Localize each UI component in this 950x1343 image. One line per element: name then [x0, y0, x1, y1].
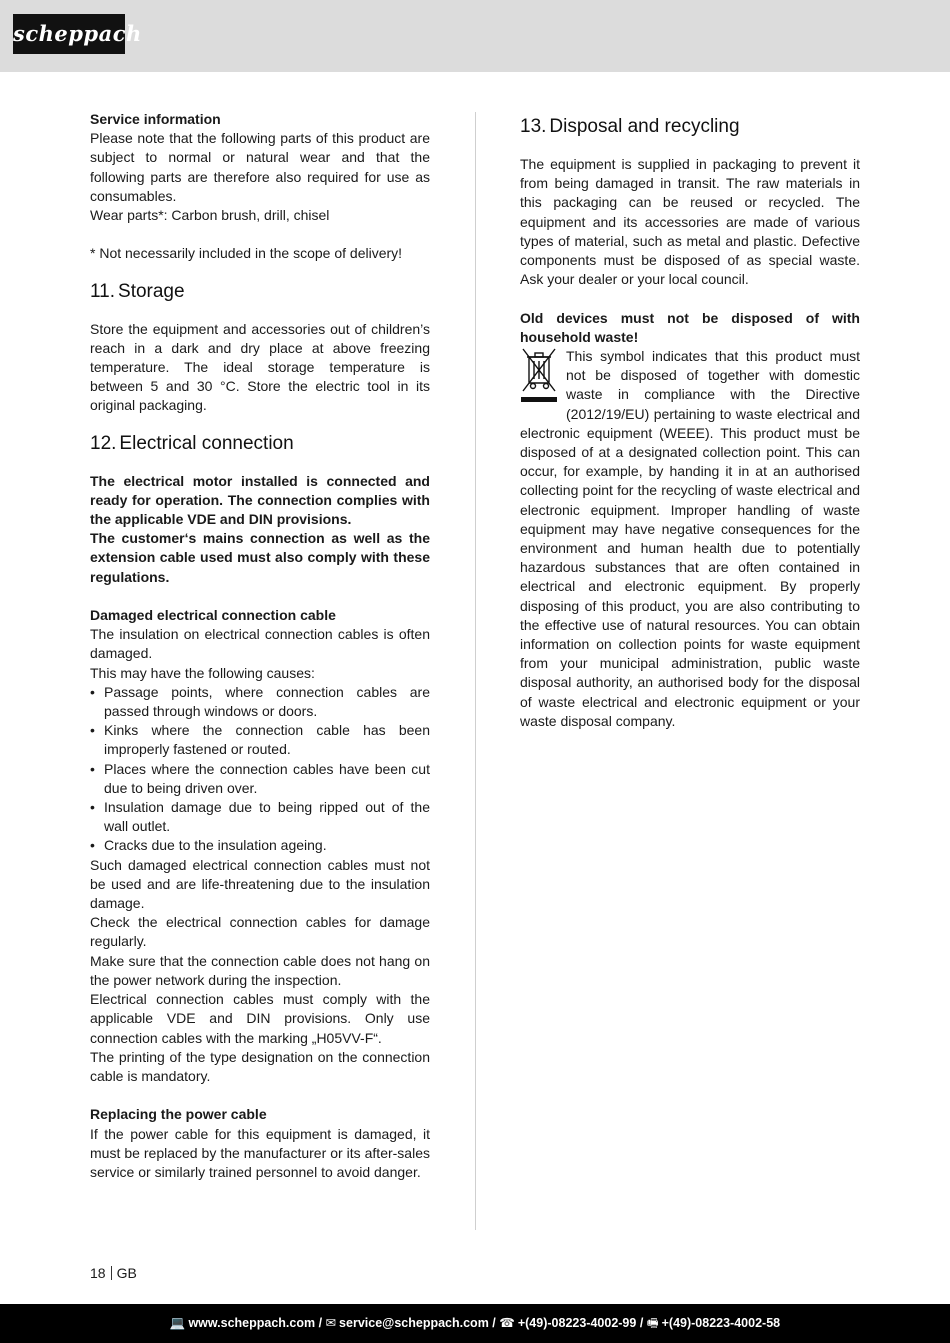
old-devices-title: Old devices must not be disposed of with household waste! — [520, 309, 860, 345]
contact-footer: 💻 www.scheppach.com / ✉ service@scheppach.com / ☎ +(49)-08223-4002-99 / 🖷 +(49)-08223-4002-58 — [0, 1304, 950, 1343]
page-number: 18 GB — [90, 1265, 137, 1281]
wear-parts-text: Wear parts*: Carbon brush, drill, chisel — [90, 207, 330, 224]
check-cables-text: Check the electrical connection cables for damage regularly. — [90, 914, 430, 950]
computer-icon: 💻 — [169, 1316, 186, 1330]
weee-block — [520, 347, 860, 731]
damaged-cable-text-2: This may have the following causes: — [90, 664, 315, 681]
storage-text: Store the equipment and accessories out of children’s reach in a dark and dry place at above freezing temperature. The ideal storage temperature is between 5 and 30 °C. Store the electric tool in its original packaging. — [90, 320, 430, 414]
service-info-text: Please note that the following parts of this product are subject to normal or natural wear and that the following parts are therefore also required for use as consumables. — [90, 130, 430, 204]
list-item: • Cracks due to the insulation ageing. — [90, 836, 430, 855]
electrical-bold-1: The electrical motor installed is connected and ready for operation. The connection complies with the applicable VDE and DIN provisions. — [90, 472, 430, 528]
left-column — [90, 110, 430, 1182]
damage-causes-list — [90, 683, 430, 856]
service-info-title: Service information — [90, 111, 221, 127]
cable-marking-text: Electrical connection cables must comply with the applicable VDE and DIN provisions. Only use connection cables with the marking „H05VV-F“. — [90, 991, 430, 1046]
type-designation-text: The printing of the type designation on the connection cable is mandatory. — [90, 1048, 430, 1084]
page-header — [0, 0, 950, 72]
footer-website[interactable]: www.scheppach.com — [188, 1316, 316, 1330]
weee-text: This symbol indicates that this product must not be disposed of together with domestic waste in compliance with the Directive (2012/19/EU) pertaining to waste electrical and electronic equipment (WEEE). This product must be disposed of at a designated collection point. This can occur, for example, by handing it in at an authorised collecting point for the recycling of waste electrical and electronic equipment. Improper handling of waste equipment may have negative consequences for the environment and human health due to potentially hazardous substances that are often contained in electrical and electronic equipment. By properly disposing of this product, you are also contributing to the effective use of natural resources. You can obtain information on collection points for waste equipment from your municipal administration, public waste disposal authority, an authorised body for the disposal of waste electrical and electronic equipment or your waste disposal company. — [520, 348, 860, 729]
footer-fax: +(49)-08223-4002-58 — [661, 1316, 781, 1330]
right-column — [520, 110, 860, 731]
footer-phone: +(49)-08223-4002-99 — [517, 1316, 637, 1330]
storage-heading: 11. Storage — [90, 280, 185, 302]
phone-icon: ☎ — [499, 1316, 515, 1330]
replace-cable-title: Replacing the power cable — [90, 1106, 267, 1123]
damaged-cable-title: Damaged electrical connection cable — [90, 607, 336, 624]
crossed-out-wheelie-bin-icon — [520, 347, 560, 407]
column-divider — [475, 112, 476, 1230]
disposal-heading: 13. Disposal and recycling — [520, 116, 740, 137]
damaged-cable-text-1: The insulation on electrical connection cables is often damaged. — [90, 626, 430, 662]
brand-logo: scheppach — [13, 14, 125, 54]
delivery-footnote: * Not necessarily included in the scope of delivery! — [90, 245, 403, 262]
disposal-text: The equipment is supplied in packaging to prevent it from being damaged in transit. The raw materials in this packaging can be reused or recycled. The equipment and its accessories are made of various types of material, such as metal and plastic. Defective components must be disposed of as special waste. Ask your dealer or your local council. — [520, 156, 860, 288]
fax-icon: 🖷 — [646, 1316, 659, 1330]
email-icon: ✉ — [325, 1316, 337, 1330]
electrical-heading: 12. Electrical connection — [90, 432, 294, 454]
list-item: • Kinks where the connection cable has been improperly fastened or routed. — [90, 721, 430, 759]
footer-email[interactable]: service@scheppach.com — [339, 1316, 489, 1330]
electrical-bold-2: The customer‘s mains connection as well as the extension cable used must also comply with these regulations. — [90, 530, 430, 585]
damaged-cable-warning: Such damaged electrical connection cables must not be used and are life-threatening due to the insulation damage. — [90, 856, 430, 912]
replace-cable-text: If the power cable for this equipment is damaged, it must be replaced by the manufacturer or its after-sales service or similarly trained personnel to avoid danger. — [90, 1125, 430, 1180]
list-item: • Places where the connection cables have been cut due to being driven over. — [90, 760, 430, 798]
inspection-text: Make sure that the connection cable does not hang on the power network during the inspection. — [90, 952, 430, 988]
list-item: • Passage points, where connection cables are passed through windows or doors. — [90, 683, 430, 721]
list-item: • Insulation damage due to being ripped out of the wall outlet. — [90, 798, 430, 836]
